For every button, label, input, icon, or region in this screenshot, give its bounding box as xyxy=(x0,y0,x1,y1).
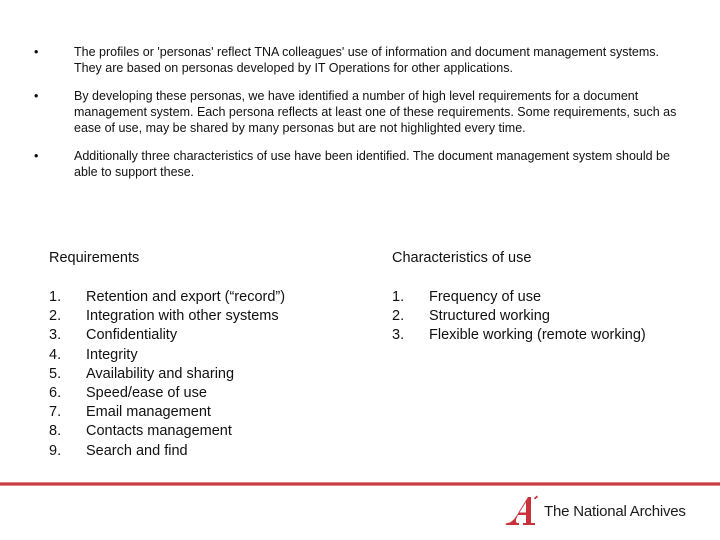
list-item xyxy=(392,288,712,307)
archives-a-logo-icon xyxy=(504,495,546,527)
item-number: 1. xyxy=(49,289,62,305)
list-item xyxy=(49,384,369,403)
bullet-item xyxy=(30,44,690,76)
item-label: Integration with other systems xyxy=(86,308,279,325)
bullet-symbol: • xyxy=(34,45,39,59)
item-label: Search and find xyxy=(86,442,188,459)
list-item xyxy=(49,288,369,307)
item-number: 6. xyxy=(49,385,62,402)
item-number: 7. xyxy=(49,404,62,421)
characteristics-section xyxy=(392,250,712,346)
bullet-item xyxy=(30,88,690,136)
bullet-text: The profiles or 'personas' reflect TNA colleagues' use of information and document management systems. They are based on personas developed by IT Operations for other applications. xyxy=(74,45,660,75)
footer-divider xyxy=(0,482,720,486)
bullet-list xyxy=(30,44,690,192)
item-number: 1. xyxy=(392,289,405,305)
list-item xyxy=(392,307,712,326)
list-item xyxy=(49,346,369,365)
item-label: Flexible working (remote working) xyxy=(429,327,646,344)
requirements-section xyxy=(49,250,369,461)
requirements-list xyxy=(49,288,369,461)
list-item xyxy=(392,326,712,345)
characteristics-list xyxy=(392,288,712,346)
item-label: Email management xyxy=(86,404,211,421)
item-number: 3. xyxy=(49,327,62,344)
item-number: 4. xyxy=(49,346,62,363)
bullet-symbol: • xyxy=(34,89,39,103)
list-item xyxy=(49,403,369,422)
bullet-text: By developing these personas, we have identified a number of high level requirements for a document management system. Each persona reflects at least one of these requirements. Some requirements, such as ease of use, may be shared by many personas but are not highlighted every time. xyxy=(74,89,677,135)
item-number: 5. xyxy=(49,365,62,382)
item-label: Availability and sharing xyxy=(86,365,235,382)
list-item xyxy=(49,442,369,461)
item-label: Retention and export (“record”) xyxy=(86,289,286,305)
bullet-text: Additionally three characteristics of use have been identified. The document management system should be able to support these. xyxy=(74,149,670,179)
logo-text: The National Archives xyxy=(544,502,686,520)
item-number: 8. xyxy=(49,423,62,440)
characteristics-heading: Characteristics of use xyxy=(392,250,532,266)
item-label: Structured working xyxy=(429,308,550,325)
list-item xyxy=(49,307,369,326)
list-item xyxy=(49,422,369,441)
item-label: Frequency of use xyxy=(429,289,542,305)
bullet-item xyxy=(30,148,690,180)
list-item xyxy=(49,365,369,384)
item-number: 2. xyxy=(49,308,62,325)
item-label: Confidentiality xyxy=(86,327,178,344)
requirements-heading: Requirements xyxy=(49,250,140,266)
item-label: Integrity xyxy=(86,346,138,363)
list-item xyxy=(49,326,369,345)
item-number: 2. xyxy=(392,308,405,325)
item-number: 9. xyxy=(49,442,62,459)
item-number: 3. xyxy=(392,327,405,344)
item-label: Contacts management xyxy=(86,423,232,440)
item-label: Speed/ease of use xyxy=(86,385,207,402)
national-archives-logo xyxy=(504,495,686,527)
bullet-symbol: • xyxy=(34,149,39,163)
